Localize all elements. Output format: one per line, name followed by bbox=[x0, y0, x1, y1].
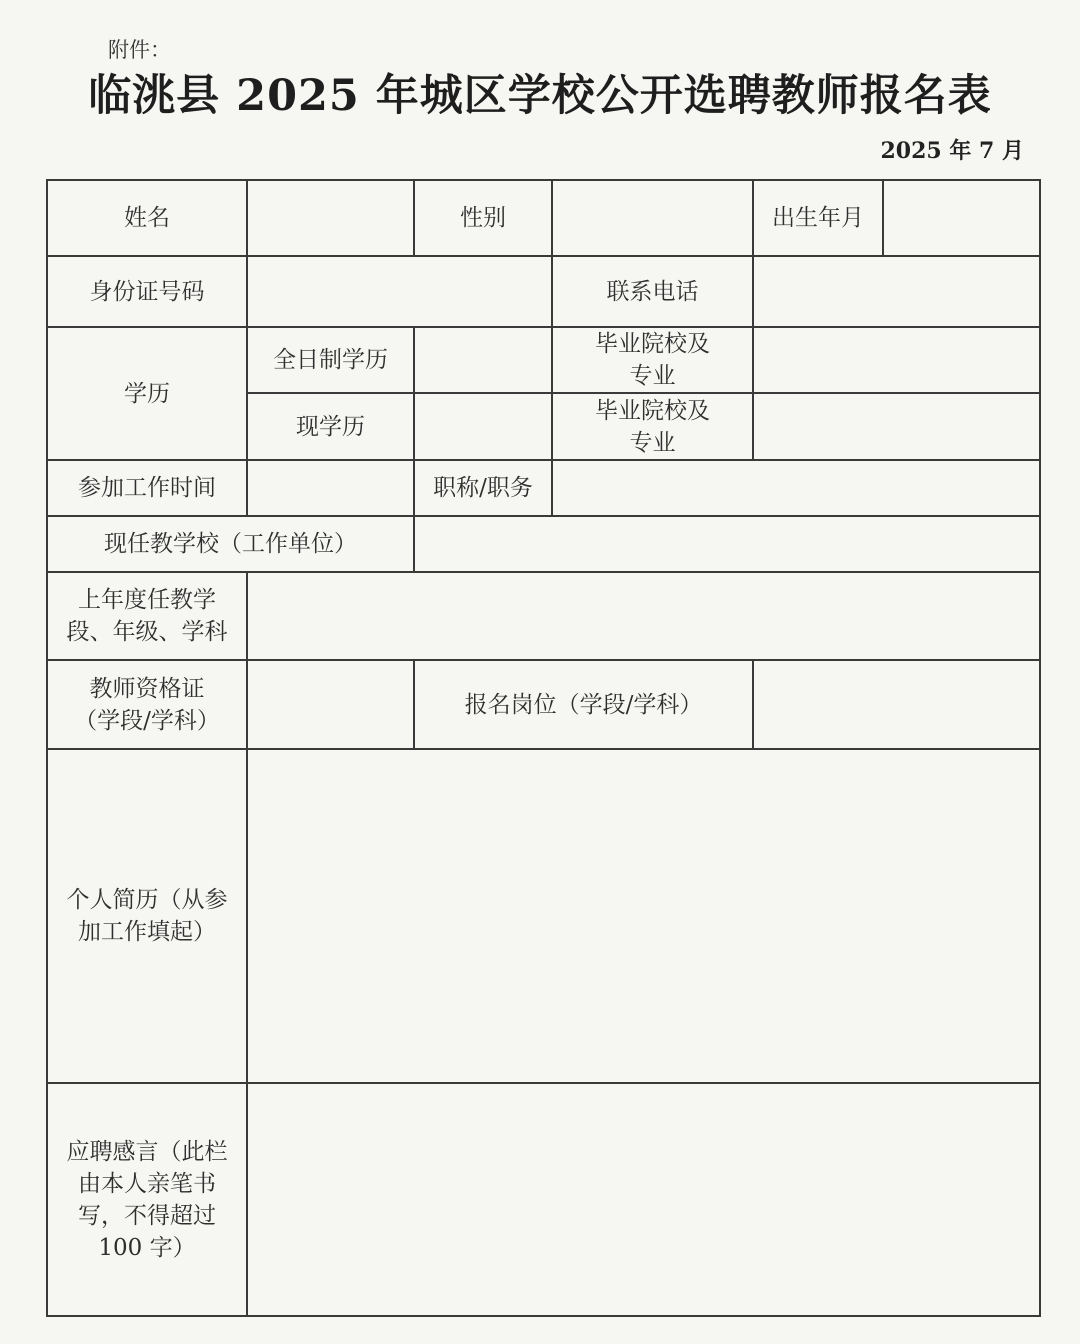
grad-school-label-1-line2: 专业 bbox=[629, 363, 676, 389]
row-statement bbox=[47, 1083, 1040, 1316]
row-basic-info bbox=[47, 180, 1040, 256]
birth-label: 出生年月 bbox=[753, 180, 883, 256]
apply-position-field[interactable] bbox=[753, 660, 1040, 749]
row-current-school bbox=[47, 516, 1040, 572]
gender-field[interactable] bbox=[552, 180, 753, 256]
statement-label-line4: 100 字） bbox=[98, 1234, 196, 1261]
fulltime-edu-label: 全日制学历 bbox=[247, 327, 414, 393]
current-edu-label: 现学历 bbox=[247, 393, 414, 460]
grad-school-label-2 bbox=[552, 393, 753, 460]
form-date: 2025 年 7 月 bbox=[880, 138, 1024, 164]
row-certificate bbox=[47, 660, 1040, 749]
row-last-year-teaching bbox=[47, 572, 1040, 660]
work-start-field[interactable] bbox=[247, 460, 414, 516]
fulltime-edu-field[interactable] bbox=[414, 327, 552, 393]
grad-school-label-1-line1: 毕业院校及 bbox=[595, 331, 710, 357]
name-label: 姓名 bbox=[47, 180, 247, 256]
phone-field[interactable] bbox=[753, 256, 1040, 327]
last-year-label bbox=[47, 572, 247, 660]
birth-field[interactable] bbox=[883, 180, 1040, 256]
statement-label-line3: 写，不得超过 bbox=[78, 1202, 216, 1229]
gender-label: 性别 bbox=[414, 180, 552, 256]
phone-label: 联系电话 bbox=[552, 256, 753, 327]
statement-label-line1: 应聘感言（此栏 bbox=[66, 1138, 228, 1165]
grad-school-label-1 bbox=[552, 327, 753, 393]
registration-form-table bbox=[46, 179, 1041, 1317]
resume-field[interactable] bbox=[247, 749, 1040, 1083]
id-number-field[interactable] bbox=[247, 256, 552, 327]
id-number-label: 身份证号码 bbox=[47, 256, 247, 327]
row-fulltime-education bbox=[47, 327, 1040, 393]
resume-label-line1: 个人简历（从参 bbox=[66, 887, 228, 913]
row-work-start bbox=[47, 460, 1040, 516]
grad-school-label-2-line2: 专业 bbox=[629, 429, 676, 456]
form-title: 临洮县 2025 年城区学校公开选聘教师报名表 bbox=[88, 71, 992, 121]
name-field[interactable] bbox=[247, 180, 414, 256]
resume-label bbox=[47, 749, 247, 1083]
current-edu-field[interactable] bbox=[414, 393, 552, 460]
row-resume bbox=[47, 749, 1040, 1083]
grad-school-field-1[interactable] bbox=[753, 327, 1040, 393]
title-position-label: 职称/职务 bbox=[414, 460, 552, 516]
apply-position-label: 报名岗位（学段/学科） bbox=[414, 660, 753, 749]
current-school-label: 现任教学校（工作单位） bbox=[47, 516, 414, 572]
current-school-field[interactable] bbox=[414, 516, 1040, 572]
cert-field[interactable] bbox=[247, 660, 414, 749]
cert-label-line1: 教师资格证 bbox=[89, 675, 205, 702]
grad-school-label-2-line1: 毕业院校及 bbox=[595, 397, 710, 424]
statement-field[interactable] bbox=[247, 1083, 1040, 1316]
statement-label-line2: 由本人亲笔书 bbox=[78, 1170, 216, 1197]
work-start-label: 参加工作时间 bbox=[47, 460, 247, 516]
row-id-phone bbox=[47, 256, 1040, 327]
attachment-label: 附件： bbox=[108, 38, 171, 62]
grad-school-field-2[interactable] bbox=[753, 393, 1040, 460]
cert-label bbox=[47, 660, 247, 749]
title-position-field[interactable] bbox=[552, 460, 1040, 516]
education-label: 学历 bbox=[47, 327, 247, 460]
last-year-field[interactable] bbox=[247, 572, 1040, 660]
last-year-label-line1: 上年度任教学 bbox=[78, 587, 216, 613]
last-year-label-line2: 段、年级、学科 bbox=[66, 619, 228, 645]
cert-label-line2: （学段/学科） bbox=[74, 707, 220, 734]
statement-label bbox=[47, 1083, 247, 1316]
resume-label-line2: 加工作填起） bbox=[78, 919, 216, 945]
